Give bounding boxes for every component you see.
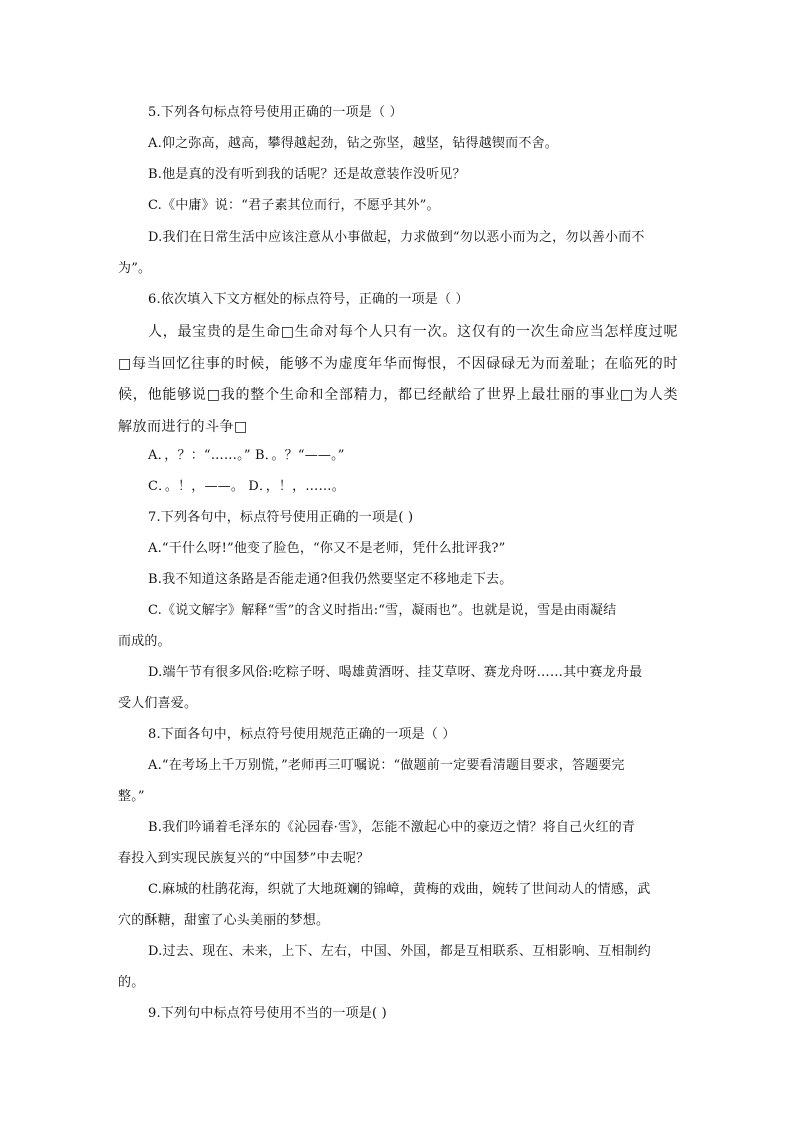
question-8-option-d-continued: 的。 [118, 975, 145, 990]
question-7-option-a: A.“干什么呀!”他变了脸色，“你又不是老师，凭什么批评我?” [148, 541, 506, 556]
question-8-stem: 8.下面各句中，标点符号使用规范正确的一项是（ ） [148, 727, 456, 742]
question-7-option-b: B.我不知道这条路是否能走通?但我仍然要坚定不移地走下去。 [148, 572, 513, 587]
question-6-options-c-d: C．。！，——。 D．，！，……。 [148, 479, 345, 494]
question-8-option-a-continued: 整。” [118, 789, 145, 804]
question-6-stem: 6.依次填入下文方框处的标点符号，正确的一项是（ ） [148, 292, 469, 307]
question-5-option-c: C.《中庸》说：“君子素其位而行，不愿乎其外”。 [148, 198, 440, 213]
question-5-option-d: D.我们在日常生活中应该注意从小事做起，力求做到“勿以恶小而为之，勿以善小而不 [148, 230, 645, 245]
question-9-stem: 9.下列句中标点符号使用不当的一项是( ) [148, 1006, 387, 1021]
question-8-option-c: C.麻城的杜鹃花海，织就了大地斑斓的锦嶂，黄梅的戏曲，婉转了世间动人的情感，武 [148, 882, 651, 897]
question-8-option-b: B.我们吟诵着毛泽东的《沁园春·雪》，怎能不激起心中的豪迈之情？将自己火红的青 [148, 820, 636, 835]
question-8-option-c-continued: 穴的酥糖，甜蜜了心头美丽的梦想。 [118, 913, 330, 928]
question-5-option-a: A.仰之弥高，越高，攀得越起劲，钻之弥坚，越坚，钻得越锲而不舍。 [148, 136, 558, 151]
question-7-option-d: D.端午节有很多风俗:吃粽子呀、喝雄黄酒呀、挂艾草呀、赛龙舟呀……其中赛龙舟最 [148, 665, 643, 680]
question-7-option-d-continued: 受人们喜爱。 [118, 696, 198, 711]
question-6-passage: 人，最宝贵的是生命□生命对每个人只有一次。这仅有的一次生命应当怎样度过呢□每当回忆往事的时候，能够不为虚度年华而悔恨，不因碌碌无为而羞耻；在临死的时候，他能够说□我的整个生命和全部精力，都已经献给了世界上最壮丽的事业□为人类解放而进行的斗争□ [118, 324, 678, 435]
question-7-option-c-continued: 而成的。 [118, 634, 171, 649]
question-5-option-d-continued: 为”。 [118, 261, 152, 276]
question-7-option-c: C.《说文解字》解释“雪”的含义时指出:“雪，凝雨也”。也就是说，雪是由雨凝结 [148, 603, 617, 618]
question-5-stem: 5.下列各句标点符号使用正确的一项是（ ） [148, 105, 403, 120]
question-8-option-a: A.“在考场上千万别慌，”老师再三叮嘱说：“做题前一定要看清题目要求，答题要完 [148, 758, 625, 773]
question-5-option-b: B.他是真的没有听到我的话呢？还是故意装作没听见？ [148, 167, 466, 182]
question-7-stem: 7.下列各句中，标点符号使用正确的一项是( ) [148, 510, 414, 525]
question-8-option-b-continued: 春投入到实现民族复兴的“中国梦”中去呢？ [118, 851, 370, 866]
question-8-option-d: D.过去、现在、未来，上下、左右，中国、外国，都是互相联系、互相影响、互相制约 [148, 944, 651, 959]
question-6-options-a-b: A．，？：“……。” B．。？“——。” [148, 448, 345, 463]
